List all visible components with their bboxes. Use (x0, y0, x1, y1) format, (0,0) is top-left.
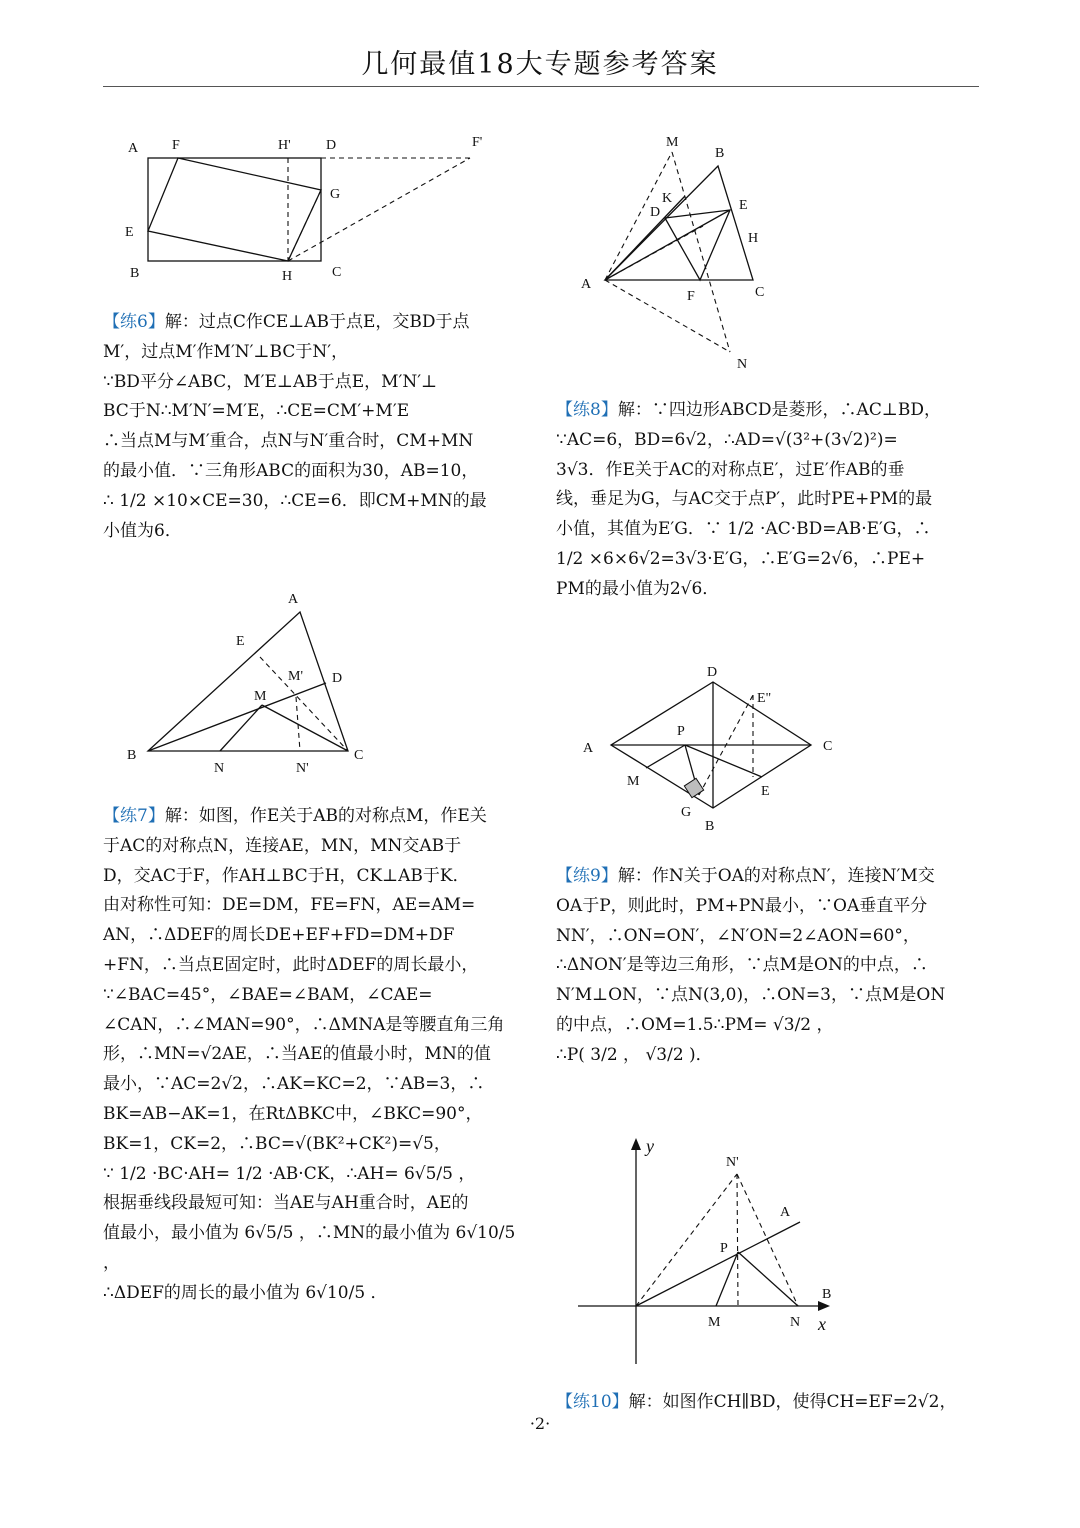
ex7-line-0: 【练7】解：如图，作E关于AB的对称点M，作E关 (103, 806, 487, 826)
figure-coordinate (570, 1130, 860, 1370)
figure-triangle (120, 585, 390, 780)
label-A: A (288, 592, 299, 607)
ex8-line-1: ∵AC=6，BD=6√2，∴AD=√(3²+(3√2)²)= (556, 429, 898, 450)
exercise-9 (556, 862, 981, 1071)
label-B: B (822, 1287, 832, 1302)
exercise-7 (103, 802, 528, 1309)
ex9-line-0: 【练9】解：作N关于OA的对称点N′，连接N′M交 (556, 866, 935, 886)
label-y: y (646, 1136, 654, 1156)
label-K: K (662, 191, 673, 206)
ex7-line-13: 根据垂线段最短可知：当AE与AH重合时，AE的 (103, 1193, 469, 1214)
label-A: A (583, 741, 594, 756)
page-title: 几何最值18大专题参考答案 (361, 49, 719, 80)
label-E: E (236, 634, 245, 649)
ex9-tag: 【练9】 (556, 866, 618, 886)
ex6-line-4: ∴当点M与M′重合，点N与N′重合时，CM+MN (103, 431, 474, 452)
ex6-line-2: ∵BD平分∠ABC，M′E⊥AB于点E，M′N′⊥ (103, 371, 438, 392)
figure-reflection (575, 130, 775, 375)
label-M: M (666, 135, 679, 150)
ex7-line-11: BK=1，CK=2，∴BC=√(BK²+CK²)=√5， (103, 1133, 451, 1154)
ex6-tag: 【练6】 (103, 312, 165, 332)
ex9-line-5: 的中点，∴OM=1.5∴PM= √3/2 ， (556, 1014, 834, 1035)
label-E: E (739, 198, 748, 213)
label-C: C (354, 748, 364, 763)
label-Np: N' (726, 1155, 739, 1170)
label-Mp: M' (288, 669, 303, 684)
label-F: F (172, 138, 180, 153)
label-E: E (125, 225, 134, 240)
ex10-tag: 【练10】 (556, 1392, 629, 1412)
ex6-line-3: BC于N∴M′N′=M′E，∴CE=CM′+M′E (103, 401, 410, 422)
header-rule (103, 86, 979, 87)
ex8-line-3: 线，垂足为G，与AC交于点P′，此时PE+PM的最 (556, 489, 933, 510)
ex7-line-15: ∴ΔDEF的周长的最小值为 6√10/5 ． (103, 1282, 388, 1303)
label-Fp: F' (472, 135, 483, 150)
ex7-line-1: 于AC的对称点N，连接AE，MN，MN交AB于 (103, 835, 462, 856)
label-B: B (130, 266, 140, 281)
ex8-line-2: 3√3．作E关于AC的对称点E′，过E′作AB的垂 (556, 459, 905, 480)
ex8-line-4: 小值，其值为E′G．∵ 1/2 ·AC·BD=AB·E′G，∴ (556, 519, 931, 540)
ex9-line-6: ∴P( 3/2 ， √3/2 )． (556, 1044, 713, 1065)
ex6-line-5: 的最小值．∵三角形ABC的面积为30，AB=10， (103, 460, 479, 481)
label-x: x (818, 1314, 826, 1334)
ex9-line-3: ∴ΔNON′是等边三角形，∵点M是ON的中点，∴ (556, 955, 928, 976)
ex7-line-4: AN，∴ΔDEF的周长DE+EF+FD=DM+DF (103, 925, 455, 946)
label-N: N (214, 761, 225, 776)
ex6-line-0: 【练6】解：过点C作CE⊥AB于点E，交BD于点 (103, 312, 470, 332)
label-C: C (332, 265, 342, 280)
ex7-line-6: ∵∠BAC=45°，∠BAE=∠BAM，∠CAE= (103, 984, 433, 1005)
ex7-line-3: 由对称性可知：DE=DM，FE=FN，AE=AM= (103, 895, 476, 916)
label-A: A (780, 1205, 791, 1220)
label-N: N (737, 357, 748, 372)
label-M: M (627, 774, 640, 789)
ex7-line-10: BK=AB−AK=1，在RtΔBKC中，∠BKC=90°， (103, 1103, 483, 1124)
label-P: P (720, 1241, 728, 1256)
ex8-tag: 【练8】 (556, 400, 618, 420)
label-P: P (677, 724, 685, 739)
exercise-8 (556, 396, 981, 605)
label-A: A (128, 141, 139, 156)
ex9-line-1: OA于P，则此时，PM+PN最小，∵OA垂直平分 (556, 895, 928, 916)
label-Epp: E" (757, 691, 772, 706)
exercise-6 (103, 308, 528, 546)
label-D: D (650, 205, 661, 220)
ex7-line-9: 最小，∵AC=2√2，∴AK=KC=2，∵AB=3，∴ (103, 1074, 485, 1095)
page-number: ·2· (529, 1414, 551, 1433)
label-F: F (687, 289, 695, 304)
ex7-tag: 【练7】 (103, 806, 165, 826)
label-B: B (715, 146, 725, 161)
figure-rectangle (120, 130, 500, 290)
label-M: M (254, 689, 267, 704)
label-B: B (705, 819, 715, 834)
ex6-line-7: 小值为6． (103, 520, 182, 541)
ex7-line-5: +FN，∴当点E固定时，此时ΔDEF的周长最小， (103, 954, 479, 975)
label-G: G (330, 187, 341, 202)
ex9-line-4: N′M⊥ON，∵点N(3,0)，∴ON=3，∵点M是ON (556, 985, 946, 1006)
label-N: N (790, 1315, 801, 1330)
label-E: E (761, 784, 770, 799)
label-D: D (332, 671, 343, 686)
ex10-line-0: 【练10】解：如图作CH∥BD，使得CH=EF=2√2， (556, 1392, 957, 1412)
label-C: C (755, 285, 765, 300)
ex8-line-0: 【练8】解：∵四边形ABCD是菱形，∴AC⊥BD， (556, 400, 941, 420)
ex7-line-2: D，交AC于F，作AH⊥BC于H，CK⊥AB于K． (103, 865, 470, 886)
ex6-line-1: M′，过点M′作M′N′⊥BC于N′， (103, 341, 349, 362)
ex7-line-12: ∵ 1/2 ·BC·AH= 1/2 ·AB·CK，∴AH= 6√5/5 ， (103, 1163, 476, 1184)
ex9-line-2: NN′，∴ON=ON′，∠N′ON=2∠AON=60°， (556, 925, 920, 946)
label-H: H (282, 269, 293, 284)
label-C: C (823, 739, 833, 754)
label-B: B (127, 748, 137, 763)
label-D: D (707, 665, 718, 680)
ex6-line-6: ∴ 1/2 ×10×CE=30，∴CE=6．即CM+MN的最 (103, 490, 487, 511)
ex8-line-5: 1/2 ×6×6√2=3√3·E′G，∴E′G=2√6，∴PE+ (556, 548, 926, 569)
label-Np: N' (296, 761, 309, 776)
label-H: H (748, 231, 759, 246)
label-M: M (708, 1315, 721, 1330)
ex7-line-8: 形，∴MN=√2AE，∴当AE的值最小时，MN的值 (103, 1044, 491, 1065)
ex8-line-6: PM的最小值为2√6． (556, 578, 720, 599)
label-D: D (326, 138, 337, 153)
figure-rhombus (575, 660, 855, 840)
label-A: A (581, 277, 592, 292)
label-Hp: H' (278, 138, 291, 153)
label-G: G (681, 805, 692, 820)
ex7-line-7: ∠CAN，∴∠MAN=90°，∴ΔMNA是等腰直角三角 (103, 1014, 505, 1035)
ex7-line-14: 值最小，最小值为 6√5/5 ，∴MN的最小值为 6√10/5 ， (103, 1223, 516, 1273)
